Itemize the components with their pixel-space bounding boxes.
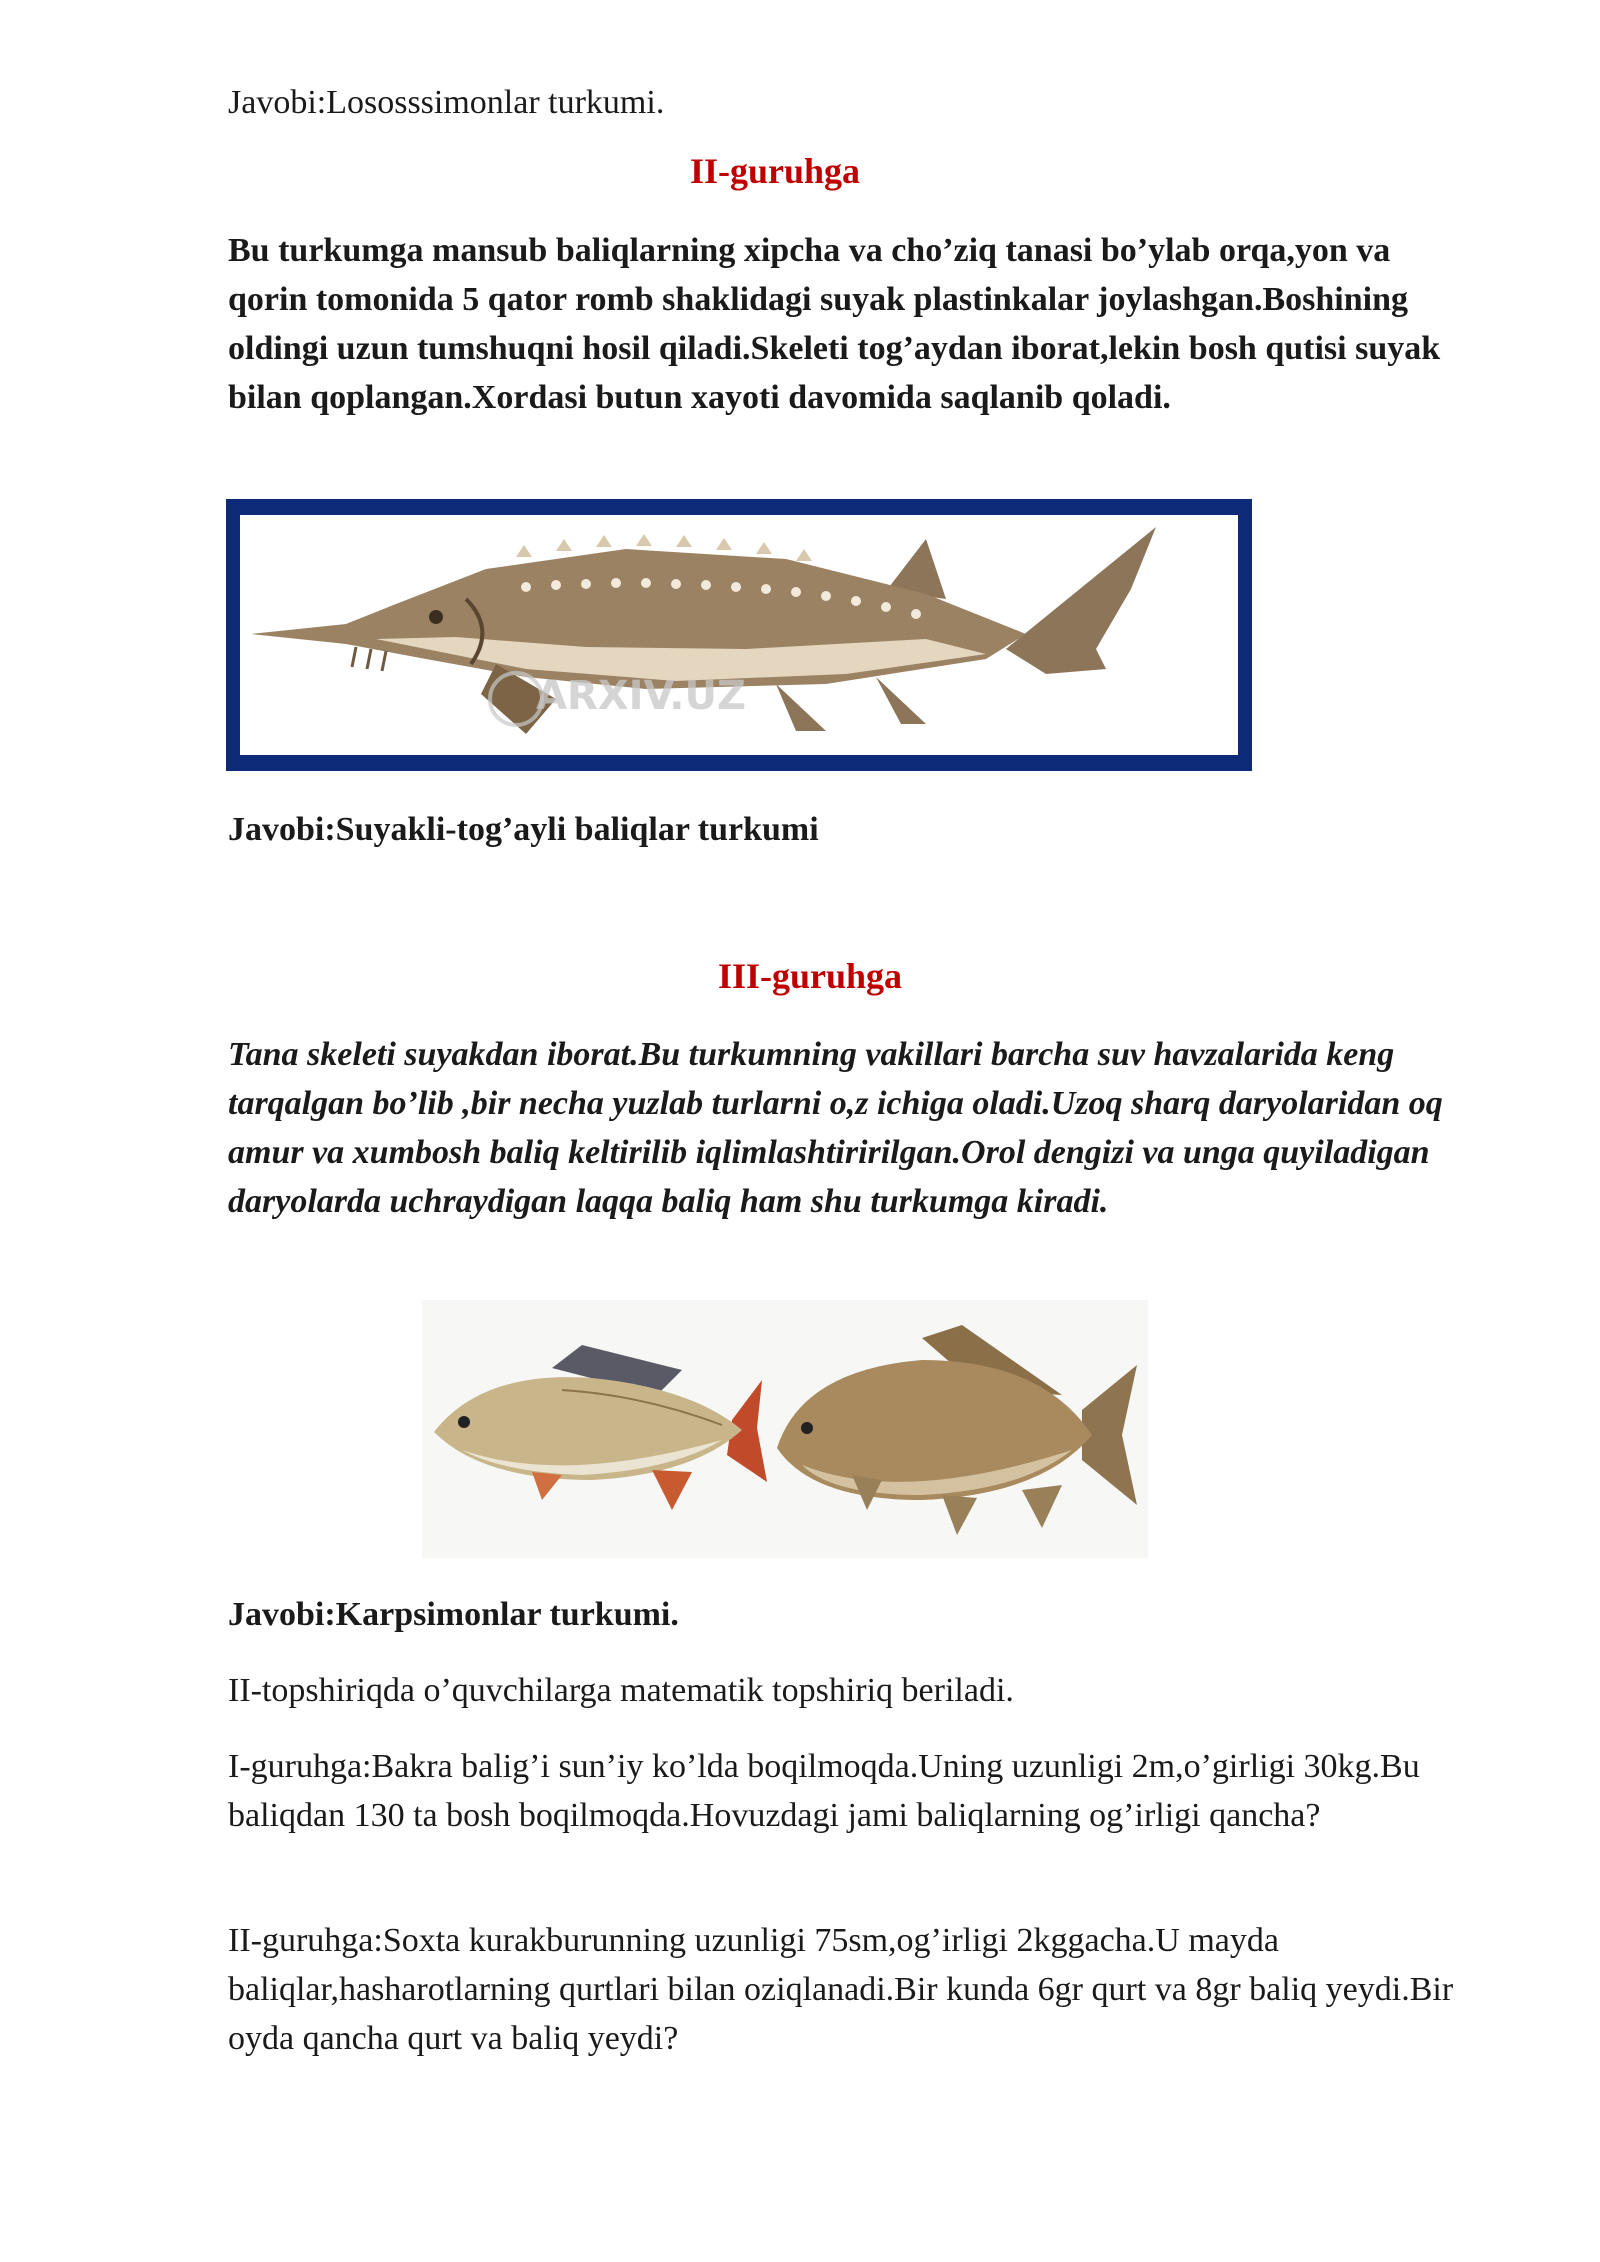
carp-image (422, 1300, 1148, 1558)
group2-heading: II-guruhga (690, 151, 861, 191)
task2-question-2: II-guruhga:Soxta kurakburunning uzunligi 75sm,og’irligi 2kggacha.U mayda baliqlar,hasharotlarning qurtlari bilan oziqlanadi.Bir kunda 6gr qurt va 8gr baliq yeydi.Bir oyda qancha qurt va baliq yeydi? (228, 1922, 1454, 2057)
task2-intro: II-topshiriqda o’quvchilarga matematik topshiriq beriladi. (228, 1672, 1014, 1709)
group3-answer: Javobi:Karpsimonlar turkumi. (228, 1596, 679, 1633)
group3-description: Tana skeleti suyakdan iborat.Bu turkumning vakillari barcha suv havzalarida keng tarqalgan bo’lib ,bir necha yuzlab turlarni o,z ichiga oladi.Uzoq sharq daryolaridan oq amur va xumbosh baliq keltirilib iqlimlashtiririlgan.Orol dengizi va unga quyiladigan daryolarda uchraydigan laqqa baliq ham shu turkumga kiradi. (228, 1036, 1443, 1220)
watermark-text: ARXIV.UZ (536, 673, 746, 719)
sturgeon-icon (226, 499, 1252, 771)
group2-answer: Javobi:Suyakli-tog’ayli baliqlar turkumi (228, 811, 819, 848)
carp-icon (422, 1300, 1148, 1558)
group2-description: Bu turkumga mansub baliqlarning xipcha va cho’ziq tanasi bo’ylab orqa,yon va qorin tomonida 5 qator romb shaklidagi suyak plastinkalar joylashgan.Boshining oldingi uzun tumshuqni hosil qiladi.Skeleti tog’aydan iborat,lekin bosh qutisi suyak bilan qoplangan.Xordasi butun xayoti davomida saqlanib qoladi. (228, 232, 1441, 416)
sturgeon-image (226, 499, 1252, 771)
group3-heading: III-guruhga (718, 956, 903, 996)
task2-question-1: I-guruhga:Bakra balig’i sun’iy ko’lda boqilmoqda.Uning uzunligi 2m,o’girligi 30kg.Bu baliqdan 130 ta bosh boqilmoqda.Hovuzdagi jami baliqlarning og’irligi qancha? (228, 1748, 1420, 1834)
answer-1: Javobi:Lososssimonlar turkumi. (228, 84, 665, 121)
